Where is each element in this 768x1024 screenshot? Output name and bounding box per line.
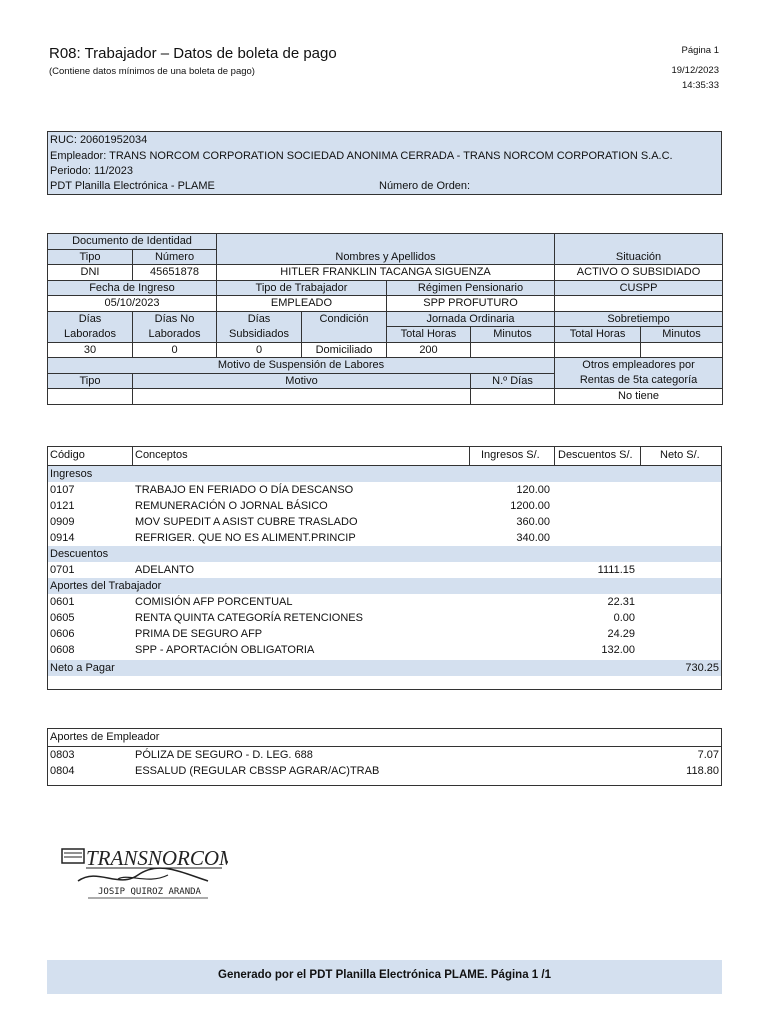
employer-contributions-title: Aportes de Empleador xyxy=(48,729,721,747)
days-worked-header: Días Laborados xyxy=(48,311,133,342)
concept-label: MOV SUPEDIT A ASIST CUBRE TRASLADO xyxy=(135,516,358,528)
concept-label: REMUNERACIÓN O JORNAL BÁSICO xyxy=(135,500,328,512)
concept-code: 0803 xyxy=(50,749,75,761)
income-row xyxy=(48,498,721,514)
suspension-type xyxy=(48,389,133,405)
contribution-row xyxy=(48,642,721,658)
concept-value: 7.07 xyxy=(697,749,719,761)
suspension-type-header: Tipo xyxy=(48,373,133,389)
contribution-row xyxy=(48,610,721,626)
signature-stamp xyxy=(58,845,228,907)
situation: ACTIVO O SUBSIDIADO xyxy=(555,265,723,281)
concept-label: RENTA QUINTA CATEGORÍA RETENCIONES xyxy=(135,612,363,624)
days-not-worked-header: Días No Laborados xyxy=(133,311,217,342)
report-date: 19/12/2023 xyxy=(671,65,719,76)
contribution-row xyxy=(48,626,721,642)
income-section: Ingresos xyxy=(48,466,721,482)
employer-contribution-row xyxy=(48,763,721,779)
concept-code: 0914 xyxy=(50,532,75,544)
ordinary-shift-header: Jornada Ordinaria xyxy=(387,311,555,327)
days-subsidized-header: Días Subsidiados xyxy=(217,311,302,342)
suspension-days xyxy=(471,389,555,405)
concept-code: 0601 xyxy=(50,596,75,608)
pension: SPP PROFUTURO xyxy=(387,296,555,312)
code-header: Código xyxy=(50,449,85,461)
concept-code: 0606 xyxy=(50,628,75,640)
income-row xyxy=(48,530,721,546)
start-date-header: Fecha de Ingreso xyxy=(48,280,217,296)
concept-value: 118.80 xyxy=(686,765,719,777)
concept-label: TRABAJO EN FERIADO O DÍA DESCANSO xyxy=(135,484,354,496)
overtime-minutes xyxy=(641,342,723,358)
concept-code: 0909 xyxy=(50,516,75,528)
net-pay-row xyxy=(48,660,721,676)
page-number: Página 1 xyxy=(681,45,719,56)
net-header: Neto S/. xyxy=(660,449,700,461)
doc-number: 45651878 xyxy=(133,265,217,281)
concept-label: ESSALUD (REGULAR CBSSP AGRAR/AC)TRAB xyxy=(135,765,380,777)
contribution-row xyxy=(48,594,721,610)
condition: Domiciliado xyxy=(302,342,387,358)
concept-code: 0121 xyxy=(50,500,75,512)
shift-minutes-header: Minutos xyxy=(471,327,555,343)
concept-code: 0605 xyxy=(50,612,75,624)
doc-type-header: Tipo xyxy=(48,249,133,265)
situation-header: Situación xyxy=(555,234,723,265)
employer-contribution-row xyxy=(48,747,721,763)
company-logo-text: TRANSNORCOM xyxy=(86,846,228,870)
concept-label: PÓLIZA DE SEGURO - D. LEG. 688 xyxy=(135,749,313,761)
cuspp-header: CUSPP xyxy=(555,280,723,296)
cuspp xyxy=(555,296,723,312)
shift-hours-header: Total Horas xyxy=(387,327,471,343)
income-header: Ingresos S/. xyxy=(481,449,540,461)
pension-header: Régimen Pensionario xyxy=(387,280,555,296)
concept-code: 0107 xyxy=(50,484,75,496)
income-row xyxy=(48,514,721,530)
concept-value: 24.29 xyxy=(607,628,635,640)
condition-header: Condición xyxy=(302,311,387,342)
concept-label: REFRIGER. QUE NO ES ALIMENT.PRINCIP xyxy=(135,532,356,544)
report-title: R08: Trabajador – Datos de boleta de pago xyxy=(49,45,337,62)
concept-value: 1111.15 xyxy=(597,564,635,576)
employee-table xyxy=(47,233,723,405)
worker-type: EMPLEADO xyxy=(217,296,387,312)
days-not-worked: 0 xyxy=(133,342,217,358)
pdt-label: PDT Planilla Electrónica - PLAME xyxy=(50,180,215,192)
net-pay-value: 730.25 xyxy=(685,662,719,674)
concept-value: 1200.00 xyxy=(510,500,550,512)
report-subtitle: (Contiene datos mínimos de una boleta de pago) xyxy=(49,66,255,77)
suspension-days-header: N.º Días xyxy=(471,373,555,389)
concept-value: 0.00 xyxy=(613,612,635,624)
other-employers: No tiene xyxy=(555,389,723,405)
doc-number-header: Número xyxy=(133,249,217,265)
overtime-header: Sobretiempo xyxy=(555,311,723,327)
concept-code: 0608 xyxy=(50,644,75,656)
concept-label: COMISIÓN AFP PORCENTUAL xyxy=(135,596,293,608)
shift-minutes xyxy=(471,342,555,358)
suspension-reason-header: Motivo xyxy=(133,373,471,389)
overtime-minutes-header: Minutos xyxy=(641,327,723,343)
concept-code: 0701 xyxy=(50,564,75,576)
days-subsidized: 0 xyxy=(217,342,302,358)
employer-contributions-table xyxy=(47,728,722,786)
concept-label: PRIMA DE SEGURO AFP xyxy=(135,628,263,640)
concept-value: 132.00 xyxy=(601,644,635,656)
worker-contributions-section: Aportes del Trabajador xyxy=(48,578,721,594)
order-number-label: Número de Orden: xyxy=(379,180,471,192)
concept-code: 0804 xyxy=(50,765,75,777)
suspension-reason xyxy=(133,389,471,405)
employee-name: HITLER FRANKLIN TACANGA SIGUENZA xyxy=(217,265,555,281)
footer-banner: Generado por el PDT Planilla Electrónica PLAME. Página 1 /1 xyxy=(47,960,722,994)
worker-type-header: Tipo de Trabajador xyxy=(217,280,387,296)
suspension-header: Motivo de Suspensión de Labores xyxy=(48,358,555,374)
report-time: 14:35:33 xyxy=(682,80,719,91)
start-date: 05/10/2023 xyxy=(48,296,217,312)
doc-type: DNI xyxy=(48,265,133,281)
concept-value: 22.31 xyxy=(607,596,635,608)
signer-name: JOSIP QUIROZ ARANDA xyxy=(98,887,201,897)
concept-value: 120.00 xyxy=(516,484,550,496)
employer-info-box xyxy=(47,131,722,195)
net-pay-label: Neto a Pagar xyxy=(50,662,115,674)
income-row xyxy=(48,482,721,498)
concepts-header: Conceptos xyxy=(135,449,188,461)
other-employers-header: Otros empleadores por Rentas de 5ta categoría xyxy=(555,358,723,389)
doc-identity-header: Documento de Identidad xyxy=(48,234,217,250)
employer-name: Empleador: TRANS NORCOM CORPORATION SOCIEDAD ANONIMA CERRADA - TRANS NORCOM CORPORATION S.A.C. xyxy=(50,150,673,162)
names-header: Nombres y Apellidos xyxy=(217,234,555,265)
deductions-header: Descuentos S/. xyxy=(558,449,633,461)
concepts-table xyxy=(47,446,722,690)
concept-label: ADELANTO xyxy=(135,564,195,576)
days-worked: 30 xyxy=(48,342,133,358)
overtime-hours xyxy=(555,342,641,358)
shift-hours: 200 xyxy=(387,342,471,358)
overtime-hours-header: Total Horas xyxy=(555,327,641,343)
period: Periodo: 11/2023 xyxy=(50,165,133,177)
deductions-section: Descuentos xyxy=(48,546,721,562)
deduction-row xyxy=(48,562,721,578)
concept-value: 340.00 xyxy=(516,532,550,544)
concept-value: 360.00 xyxy=(516,516,550,528)
concepts-header-row xyxy=(48,447,721,466)
ruc: RUC: 20601952034 xyxy=(50,134,148,146)
concept-label: SPP - APORTACIÓN OBLIGATORIA xyxy=(135,644,315,656)
